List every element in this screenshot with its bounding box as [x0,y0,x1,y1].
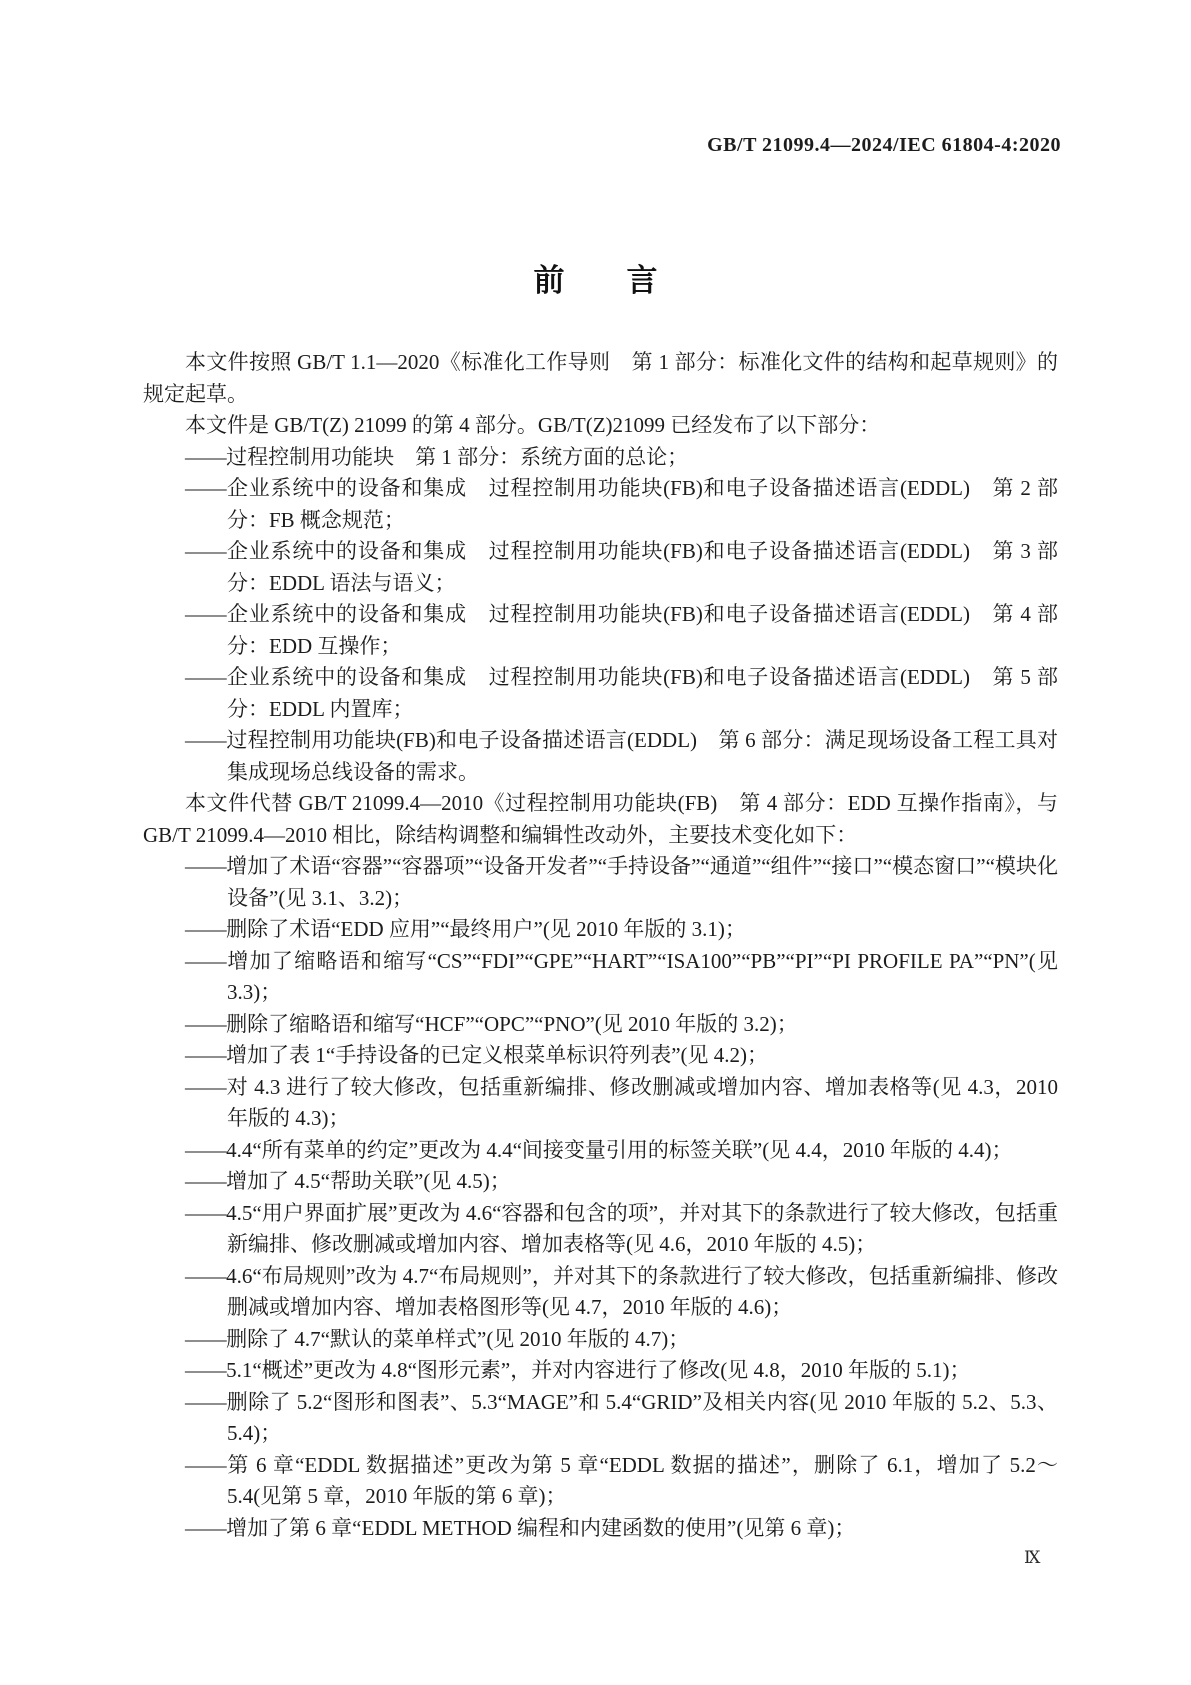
list-item-text: 删除了缩略语和缩写“HCF”“OPC”“PNO”(见 2010 年版的 3.2)； [226,1011,798,1036]
list-item-text: 过程控制用功能块 第 1 部分：系统方面的总论； [226,444,689,469]
dash-marker: —— [185,444,227,469]
dash-marker: —— [185,1074,227,1099]
list-item [143,473,1058,536]
list-item [143,599,1058,662]
list-item [143,1450,1058,1513]
dash-marker: —— [185,1515,227,1540]
dash-marker: —— [185,854,227,878]
list-item [143,442,1058,474]
list-item-text: 增加了表 1“手持设备的已定义根菜单标识符列表”(见 4.2)； [226,1043,769,1067]
list-item-text: 4.6“布局规则”改为 4.7“布局规则”，并对其下的条款进行了较大修改，包括重新编排、修改删减或增加内容、增加表格图形等(见 4.7，2010 年版的 4.6)； [226,1263,1058,1319]
list-item-text: 增加了第 6 章“EDDL METHOD 编程和内建函数的使用”(见第 6 章)； [226,1515,856,1540]
list-item-text: 增加了 4.5“帮助关联”(见 4.5)； [226,1169,511,1193]
list-item-text: 过程控制用功能块(FB)和电子设备描述语言(EDDL) 第 6 部分：满足现场设备工程工具对集成现场总线设备的需求。 [226,728,1058,784]
list-item-text: 删除了 5.2“图形和图表”、5.3“MAGE”和 5.4“GRID”及相关内容(见 2010 年版的 5.2、5.3、5.4)； [226,1389,1058,1445]
list-item-text: 删除了 4.7“默认的菜单样式”(见 2010 年版的 4.7)； [226,1326,690,1351]
document-body [143,347,1058,1544]
list-item-text: 4.5“用户界面扩展”更改为 4.6“容器和包含的项”，并对其下的条款进行了较大修改，包括重新编排、修改删减或增加内容、增加表格等(见 4.6，2010 年版的 4.5)； [226,1200,1058,1256]
dash-marker: —— [185,1389,227,1414]
paragraph: 本文件按照 GB/T 1.1—2020《标准化工作导则 第 1 部分：标准化文件的结构和起草规则》的规定起草。 [143,350,1058,406]
dash-marker: —— [185,917,227,941]
list-item-text: 企业系统中的设备和集成 过程控制用功能块(FB)和电子设备描述语言(EDDL) 第 4 部分：EDD 互操作； [226,602,1058,658]
dash-marker: —— [185,665,227,689]
list-item [143,1513,1058,1545]
page-title: 前 言 [533,262,658,298]
list-item [143,662,1058,725]
list-item [143,1072,1058,1135]
dash-marker: —— [185,1263,227,1288]
dash-marker: —— [185,476,227,500]
list-item-text: 企业系统中的设备和集成 过程控制用功能块(FB)和电子设备描述语言(EDDL) 第 3 部分：EDDL 语法与语义； [226,539,1058,595]
list-item-text: 删除了术语“EDD 应用”“最终用户”(见 2010 年版的 3.1)； [226,917,746,941]
list-item [143,1040,1058,1072]
dash-marker: —— [185,1200,227,1225]
list-item-text: 第 6 章“EDDL 数据描述”更改为第 5 章“EDDL 数据的描述”，删除了 6.1，增加了 5.2～5.4(见第 5 章，2010 年版的第 6 章)； [226,1452,1058,1508]
list-item [143,946,1058,1009]
list-item [143,725,1058,788]
list-item-text: 增加了术语“容器”“容器项”“设备开发者”“手持设备”“通道”“组件”“接口”“模态窗口”“模块化设备”(见 3.1、3.2)； [226,854,1058,910]
list-item-text: 增加了缩略语和缩写“CS”“FDI”“GPE”“HART”“ISA100”“PB”“PI”“PI PROFILE PA”“PN”(见 3.3)； [226,948,1058,1004]
dash-marker: —— [185,1358,227,1382]
dash-marker: —— [185,1169,227,1193]
page-number: Ⅸ [1024,1548,1041,1567]
paragraph: 本文件代替 GB/T 21099.4—2010《过程控制用功能块(FB) 第 4 部分：EDD 互操作指南》，与GB/T 21099.4—2010 相比，除结构调整和编辑性改动外，主要技术变化如下： [143,791,1058,847]
dash-marker: —— [185,1011,227,1036]
list-item [143,1009,1058,1041]
list-item [143,1135,1058,1167]
dash-marker: —— [185,1043,227,1067]
dash-marker: —— [185,1137,227,1162]
list-item [143,1166,1058,1198]
list-item-text: 5.1“概述”更改为 4.8“图形元素”，并对内容进行了修改(见 4.8，2010 年版的 5.1)； [226,1358,971,1382]
list-item [143,1355,1058,1387]
list-item [143,1387,1058,1450]
dash-marker: —— [185,728,227,752]
list-item [143,1324,1058,1356]
list-item-text: 4.4“所有菜单的约定”更改为 4.4“间接变量引用的标签关联”(见 4.4，2010 年版的 4.4)； [226,1137,1013,1162]
dash-marker: —— [185,1452,227,1477]
list-item-text: 企业系统中的设备和集成 过程控制用功能块(FB)和电子设备描述语言(EDDL) 第 5 部分：EDDL 内置库； [226,665,1058,721]
dash-marker: —— [185,1326,227,1351]
list-item [143,1261,1058,1324]
paragraph: 本文件是 GB/T(Z) 21099 的第 4 部分。GB/T(Z)21099 已经发布了以下部分： [185,413,881,437]
list-item [143,914,1058,946]
list-item-text: 企业系统中的设备和集成 过程控制用功能块(FB)和电子设备描述语言(EDDL) 第 2 部分：FB 概念规范； [226,476,1058,532]
list-item-text: 对 4.3 进行了较大修改，包括重新编排、修改删减或增加内容、增加表格等(见 4.3，2010 年版的 4.3)； [226,1074,1058,1130]
list-item [143,536,1058,599]
list-item [143,851,1058,914]
list-item [143,1198,1058,1261]
dash-marker: —— [185,948,227,973]
dash-marker: —— [185,602,227,626]
standard-number-header: GB/T 21099.4—2024/IEC 61804-4:2020 [707,134,1061,156]
dash-marker: —— [185,539,227,563]
